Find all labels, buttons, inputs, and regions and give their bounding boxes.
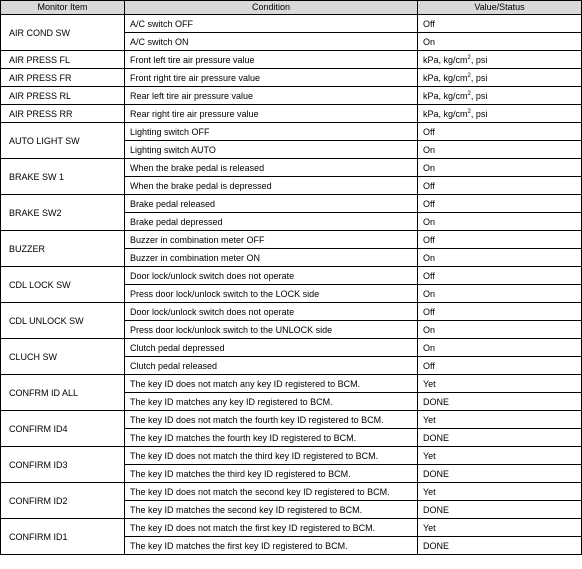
value-status-cell: kPa, $kg/cm^2$, psi: [418, 51, 582, 69]
condition-cell: The key ID does not match the fourth key ID registered to BCM.: [125, 411, 418, 429]
table-row: [1, 195, 582, 213]
condition-cell: The key ID does not match the first key ID registered to BCM.: [125, 519, 418, 537]
value-status-cell: Yet: [418, 447, 582, 465]
monitor-item-cell: AIR PRESS FL: [1, 51, 125, 69]
table-row: [1, 303, 582, 321]
condition-cell: Clutch pedal depressed: [125, 339, 418, 357]
table-row: [1, 339, 582, 357]
condition-cell: The key ID does not match any key ID registered to BCM.: [125, 375, 418, 393]
table-row: [1, 51, 582, 69]
value-status-cell: Off: [418, 195, 582, 213]
table-header-row: [1, 1, 582, 15]
condition-cell: Door lock/unlock switch does not operate: [125, 303, 418, 321]
value-status-cell: Yet: [418, 519, 582, 537]
monitor-item-cell: CDL LOCK SW: [1, 267, 125, 303]
condition-cell: Rear left tire air pressure value: [125, 87, 418, 105]
condition-cell: The key ID matches the third key ID registered to BCM.: [125, 465, 418, 483]
condition-cell: When the brake pedal is depressed: [125, 177, 418, 195]
value-status-cell: Off: [418, 231, 582, 249]
table-row: [1, 87, 582, 105]
monitor-item-cell: AIR COND SW: [1, 15, 125, 51]
table-row: [1, 375, 582, 393]
value-status-cell: Yet: [418, 375, 582, 393]
table-body: [1, 15, 582, 555]
table-row: [1, 105, 582, 123]
table-row: [1, 69, 582, 87]
monitor-item-cell: BRAKE SW2: [1, 195, 125, 231]
condition-cell: Buzzer in combination meter ON: [125, 249, 418, 267]
value-status-cell: Yet: [418, 483, 582, 501]
value-status-cell: On: [418, 33, 582, 51]
table-row: [1, 267, 582, 285]
value-status-cell: DONE: [418, 429, 582, 447]
value-status-cell: Off: [418, 303, 582, 321]
monitor-item-cell: CONFIRM ID1: [1, 519, 125, 555]
monitor-item-cell: CONFRM ID ALL: [1, 375, 125, 411]
value-status-cell: Yet: [418, 411, 582, 429]
value-status-cell: DONE: [418, 465, 582, 483]
condition-cell: Buzzer in combination meter OFF: [125, 231, 418, 249]
value-status-cell: Off: [418, 357, 582, 375]
table-row: [1, 483, 582, 501]
value-status-cell: Off: [418, 177, 582, 195]
value-status-cell: kPa, $kg/cm^2$, psi: [418, 105, 582, 123]
condition-cell: The key ID does not match the second key ID registered to BCM.: [125, 483, 418, 501]
table-row: [1, 123, 582, 141]
condition-cell: The key ID matches the fourth key ID registered to BCM.: [125, 429, 418, 447]
table-row: [1, 231, 582, 249]
monitor-item-cell: AIR PRESS FR: [1, 69, 125, 87]
value-status-cell: Off: [418, 15, 582, 33]
value-status-cell: On: [418, 159, 582, 177]
monitor-item-cell: AUTO LIGHT SW: [1, 123, 125, 159]
value-status-cell: DONE: [418, 393, 582, 411]
condition-cell: Rear right tire air pressure value: [125, 105, 418, 123]
monitor-item-cell: AIR PRESS RL: [1, 87, 125, 105]
value-status-cell: DONE: [418, 537, 582, 555]
condition-cell: The key ID matches any key ID registered to BCM.: [125, 393, 418, 411]
condition-cell: When the brake pedal is released: [125, 159, 418, 177]
condition-cell: Lighting switch AUTO: [125, 141, 418, 159]
monitor-item-cell: AIR PRESS RR: [1, 105, 125, 123]
condition-cell: Brake pedal depressed: [125, 213, 418, 231]
value-status-cell: On: [418, 339, 582, 357]
condition-cell: A/C switch ON: [125, 33, 418, 51]
monitor-item-cell: CONFIRM ID2: [1, 483, 125, 519]
condition-cell: A/C switch OFF: [125, 15, 418, 33]
table-row: [1, 519, 582, 537]
monitor-item-cell: CDL UNLOCK SW: [1, 303, 125, 339]
condition-cell: The key ID does not match the third key ID registered to BCM.: [125, 447, 418, 465]
value-status-cell: Off: [418, 123, 582, 141]
table-row: [1, 159, 582, 177]
condition-cell: Front right tire air pressure value: [125, 69, 418, 87]
table-row: [1, 411, 582, 429]
value-status-cell: Off: [418, 267, 582, 285]
value-status-cell: On: [418, 321, 582, 339]
condition-cell: Lighting switch OFF: [125, 123, 418, 141]
value-status-cell: On: [418, 141, 582, 159]
value-status-cell: On: [418, 285, 582, 303]
condition-cell: Brake pedal released: [125, 195, 418, 213]
value-status-cell: kPa, $kg/cm^2$, psi: [418, 69, 582, 87]
header-condition: Condition: [125, 1, 418, 15]
monitor-item-cell: BUZZER: [1, 231, 125, 267]
value-status-cell: On: [418, 249, 582, 267]
value-status-cell: kPa, $kg/cm^2$, psi: [418, 87, 582, 105]
condition-cell: Front left tire air pressure value: [125, 51, 418, 69]
condition-cell: The key ID matches the second key ID registered to BCM.: [125, 501, 418, 519]
condition-cell: Press door lock/unlock switch to the UNLOCK side: [125, 321, 418, 339]
condition-cell: Clutch pedal released: [125, 357, 418, 375]
condition-cell: The key ID matches the first key ID registered to BCM.: [125, 537, 418, 555]
table-row: [1, 15, 582, 33]
value-status-cell: On: [418, 213, 582, 231]
monitor-item-cell: CONFIRM ID3: [1, 447, 125, 483]
header-value-status: Value/Status: [418, 1, 582, 15]
monitor-item-cell: CLUCH SW: [1, 339, 125, 375]
monitor-item-cell: BRAKE SW 1: [1, 159, 125, 195]
header-monitor-item: Monitor Item: [1, 1, 125, 15]
condition-cell: Press door lock/unlock switch to the LOCK side: [125, 285, 418, 303]
monitor-item-cell: CONFIRM ID4: [1, 411, 125, 447]
table-row: [1, 447, 582, 465]
condition-cell: Door lock/unlock switch does not operate: [125, 267, 418, 285]
value-status-cell: DONE: [418, 501, 582, 519]
